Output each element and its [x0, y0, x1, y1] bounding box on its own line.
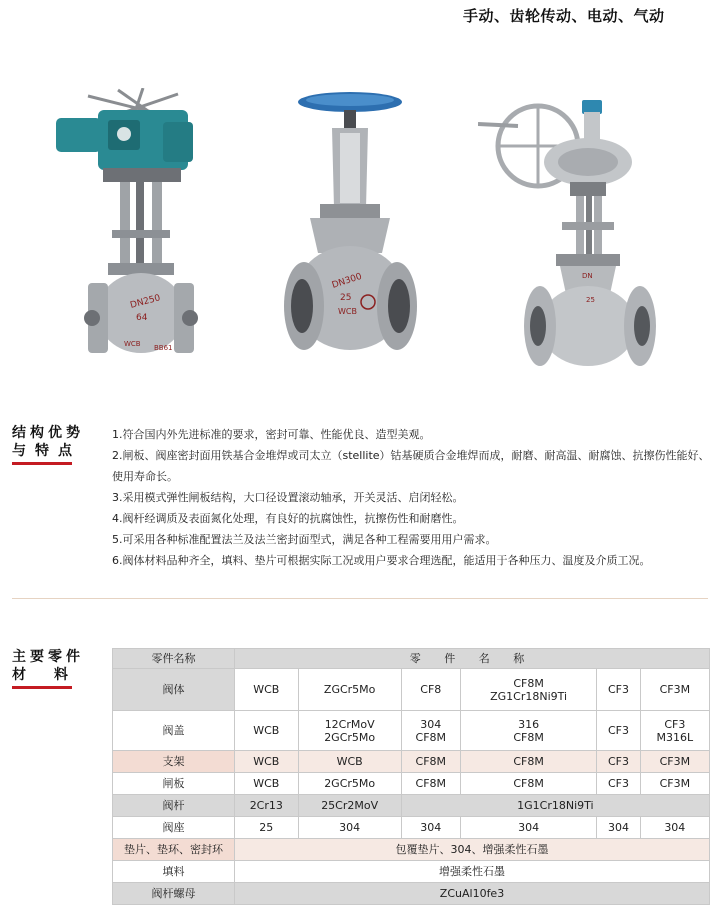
column-header-part-name: 零件名称	[113, 649, 235, 669]
parts-section-label: 主要零件 材料	[12, 649, 96, 683]
table-row: 阀杆螺母 ZCuAl10fe3	[113, 883, 710, 905]
feature-item: 4.阀杆经调质及表面氮化处理，有良好的抗腐蚀性，抗擦伤性和耐磨性。	[112, 512, 464, 525]
svg-text:25: 25	[586, 296, 595, 304]
parts-material-table	[112, 648, 710, 905]
table-row: 阀座 25 304 304 304 304 304	[113, 817, 710, 839]
table-row: 阀杆 2Cr13 25Cr2MoV 1G1Cr18Ni9Ti	[113, 795, 710, 817]
svg-text:WCB: WCB	[338, 307, 357, 316]
electric-gate-valve-image	[48, 88, 218, 378]
svg-text:25: 25	[340, 293, 352, 303]
structure-label-underline	[12, 462, 72, 465]
features-list	[112, 424, 710, 571]
header-title: 手动、齿轮传动、电动、气动	[463, 7, 665, 25]
table-row: 支架 WCB WCB CF8M CF8M CF3 CF3M	[113, 751, 710, 773]
gear-gate-valve-image	[478, 96, 678, 386]
feature-item: 3.采用模式弹性闸板结构，大口径设置滚动轴承，开关灵活、启闭轻松。	[112, 491, 464, 504]
manual-gate-valve-image	[270, 88, 435, 378]
table-row: 阀体 WCB ZGCr5Mo CF8 CF8M ZG1Cr18Ni9Ti CF3 CF3M	[113, 669, 710, 711]
svg-text:DN300: DN300	[330, 271, 364, 291]
feature-item: 2.闸板、阀座密封面用铁基合金堆焊或司太立（stellite）钴基硬质合金堆焊而成，耐磨、耐高温、耐腐蚀、抗擦伤性能好、使用寿命长。	[112, 449, 710, 483]
svg-text:WCB: WCB	[124, 340, 141, 348]
feature-item: 6.阀体材料品种齐全，填料、垫片可根据实际工况或用户要求合理选配，能适用于各种压力、温度及介质工况。	[112, 554, 651, 567]
svg-text:64: 64	[136, 313, 148, 323]
svg-text:DN250: DN250	[129, 293, 162, 311]
feature-item: 1.符合国内外先进标准的要求，密封可靠、性能优良、造型美观。	[112, 428, 431, 441]
section-divider	[12, 598, 708, 599]
table-row: 填料 增强柔性石墨	[113, 861, 710, 883]
parts-label-underline	[12, 686, 72, 689]
svg-text:DN: DN	[582, 272, 593, 280]
table-row: 垫片、垫环、密封环 包覆垫片、304、增强柔性石墨	[113, 839, 710, 861]
feature-item: 5.可采用各种标准配置法兰及法兰密封面型式，满足各种工程需要用用户需求。	[112, 533, 497, 546]
table-header-row	[113, 649, 710, 669]
table-row: 闸板 WCB 2GCr5Mo CF8M CF8M CF3 CF3M	[113, 773, 710, 795]
column-header-parts: 零 件 名 称	[235, 649, 710, 669]
structure-section-label: 结构优势 与特点	[12, 425, 84, 459]
table-row: 阀盖 WCB 12CrMoV 2GCr5Mo 304 CF8M 316 CF8M CF3 CF3 M316L	[113, 711, 710, 751]
svg-text:BB61: BB61	[154, 344, 173, 352]
